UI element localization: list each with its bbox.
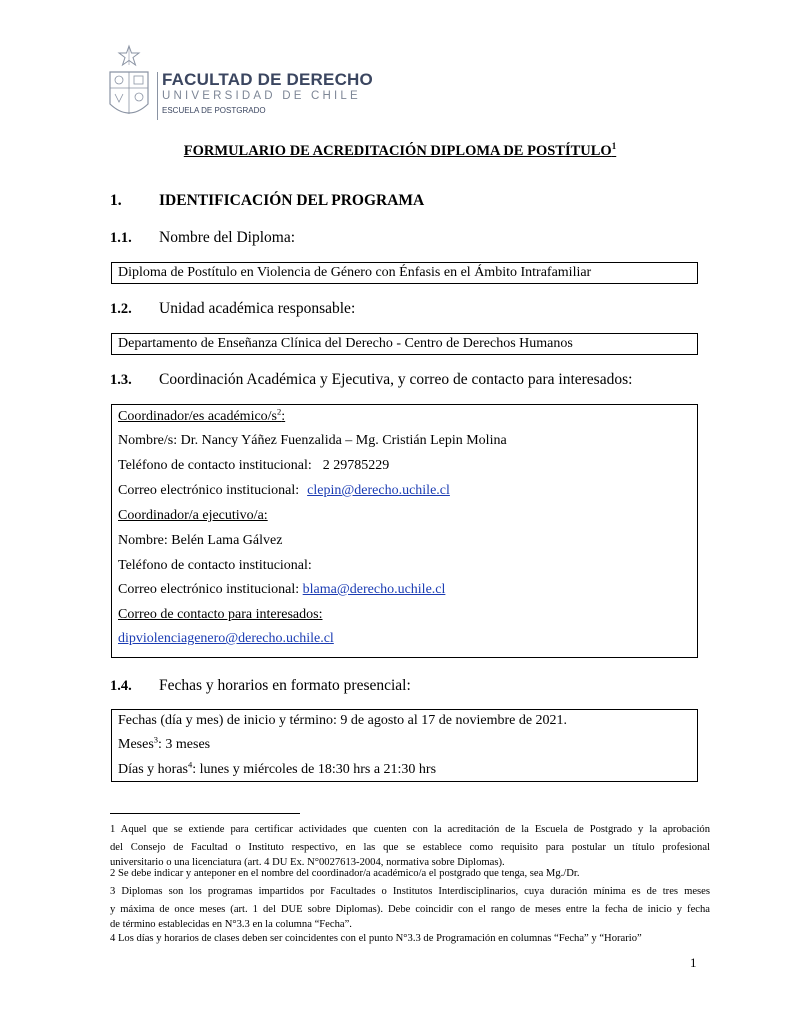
footnote-ref-4: 4 (188, 759, 193, 770)
schedule-days-hours: Días y horas$^4$: lunes y miércoles de 18:30 hrs a 21:30 hrs (118, 759, 437, 777)
academic-coordinator-names: Nombre/s: Dr. Nancy Yáñez Fuenzalida – Mg. Cristián Lepin Molina (118, 433, 507, 448)
subsection-label: Coordinación Académica y Ejecutiva, y correo de contacto para interesados: (159, 371, 633, 388)
footnote-ref-1: 1 (611, 141, 617, 151)
schedule-box (111, 709, 698, 782)
subsection-number: 1.3. (110, 372, 132, 388)
document-title: FORMULARIO DE ACREDITACIÓN DIPLOMA DE POSTÍTULO$^1$ (183, 141, 617, 159)
subsection-number: 1.4. (110, 678, 132, 694)
footnote-ref-2: 2 (277, 406, 282, 417)
university-crest-icon (104, 44, 154, 124)
footnote-4: 4 Los días y horarios de clases deben ser coincidentes con el punto N°3.3 de Programación en columnas “Fecha” y “Horario” (110, 933, 642, 944)
academic-unit-value: Departamento de Enseñanza Clínica del Derecho - Centro de Derechos Humanos (118, 336, 573, 351)
executive-coordinator-heading: Coordinador/a ejecutivo/a: (118, 508, 268, 523)
schedule-months: Meses$^3$: 3 meses (118, 734, 211, 752)
footnote-3: 3 Diplomas son los programas impartidos por Facultades o Institutos Interdisciplinarios, cuya duración mínima es de tres meses y máxima de once meses (art. 1 del DUE sobre Diplomas). Debe coincidir con el rango de meses entre la fecha de inicio y fecha de término establecidas en N°3.3 en la columna “Fecha”. (110, 886, 710, 930)
executive-email-row: Correo electrónico institucional: blama@derecho.uchile.cl (118, 582, 446, 597)
subsection-number: 1.1. (110, 230, 132, 246)
logo-school-name: ESCUELA DE POSTGRADO (162, 106, 266, 115)
academic-phone: Teléfono de contacto institucional: 2 29785229 (118, 458, 390, 473)
footnote-separator (110, 813, 300, 814)
academic-coordinator-heading: Coordinador/es académico/$s^2$: (118, 406, 286, 424)
contact-email-link[interactable]: dipviolenciagenero@derecho.uchile.cl (118, 631, 334, 646)
schedule-dates: Fechas (día y mes) de inicio y término: 9 de agosto al 17 de noviembre de 2021. (118, 713, 568, 728)
subsection-label: Fechas y horarios en formato presencial: (159, 677, 411, 694)
academic-email-link[interactable]: clepin@derecho.uchile.cl (307, 483, 450, 498)
academic-email-row: Correo electrónico institucional: clepin@derecho.uchile.cl (118, 483, 450, 498)
logo-divider (157, 72, 158, 120)
coordination-box (111, 404, 698, 658)
logo-faculty-name: FACULTAD DE DERECHO (162, 70, 373, 89)
logo-university-name: UNIVERSIDAD DE CHILE (162, 90, 361, 102)
section-title: IDENTIFICACIÓN DEL PROGRAMA (159, 192, 425, 209)
page-number: 1 (690, 955, 697, 970)
footnote-ref-3: 3 (153, 734, 159, 745)
faculty-logo (104, 44, 373, 124)
executive-email-link[interactable]: blama@derecho.uchile.cl (302, 582, 446, 597)
footnote-2: 2 Se debe indicar y anteponer en el nombre del coordinador/a académico/a el postgrado que tenga, sea Mg./Dr. (110, 868, 580, 879)
subsection-label: Nombre del Diploma: (159, 229, 296, 246)
subsection-number: 1.2. (110, 301, 132, 317)
contact-heading: Correo de contacto para interesados: (118, 607, 323, 622)
footnote-1: 1 Aquel que se extiende para certificar actividades que cuenten con la acreditación de la Escuela de Postgrado y la aprobación del Consejo de Facultad o Instituto respectivo, en las que se establece como requisito para postular un título profesional universitario o una licenciatura (art. 4 DU Ex. N°0027613-2004, normativa sobre Diplomas). (110, 824, 710, 868)
diploma-name-box (111, 262, 698, 284)
subsection-label: Unidad académica responsable: (159, 300, 356, 317)
executive-phone: Teléfono de contacto institucional: (118, 558, 312, 573)
diploma-name-value: Diploma de Postítulo en Violencia de Género con Énfasis en el Ámbito Intrafamiliar (118, 265, 592, 280)
section-number: 1. (110, 192, 122, 209)
executive-coordinator-name: Nombre: Belén Lama Gálvez (118, 533, 283, 548)
contact-email-row (118, 631, 334, 647)
academic-unit-box (111, 333, 698, 355)
